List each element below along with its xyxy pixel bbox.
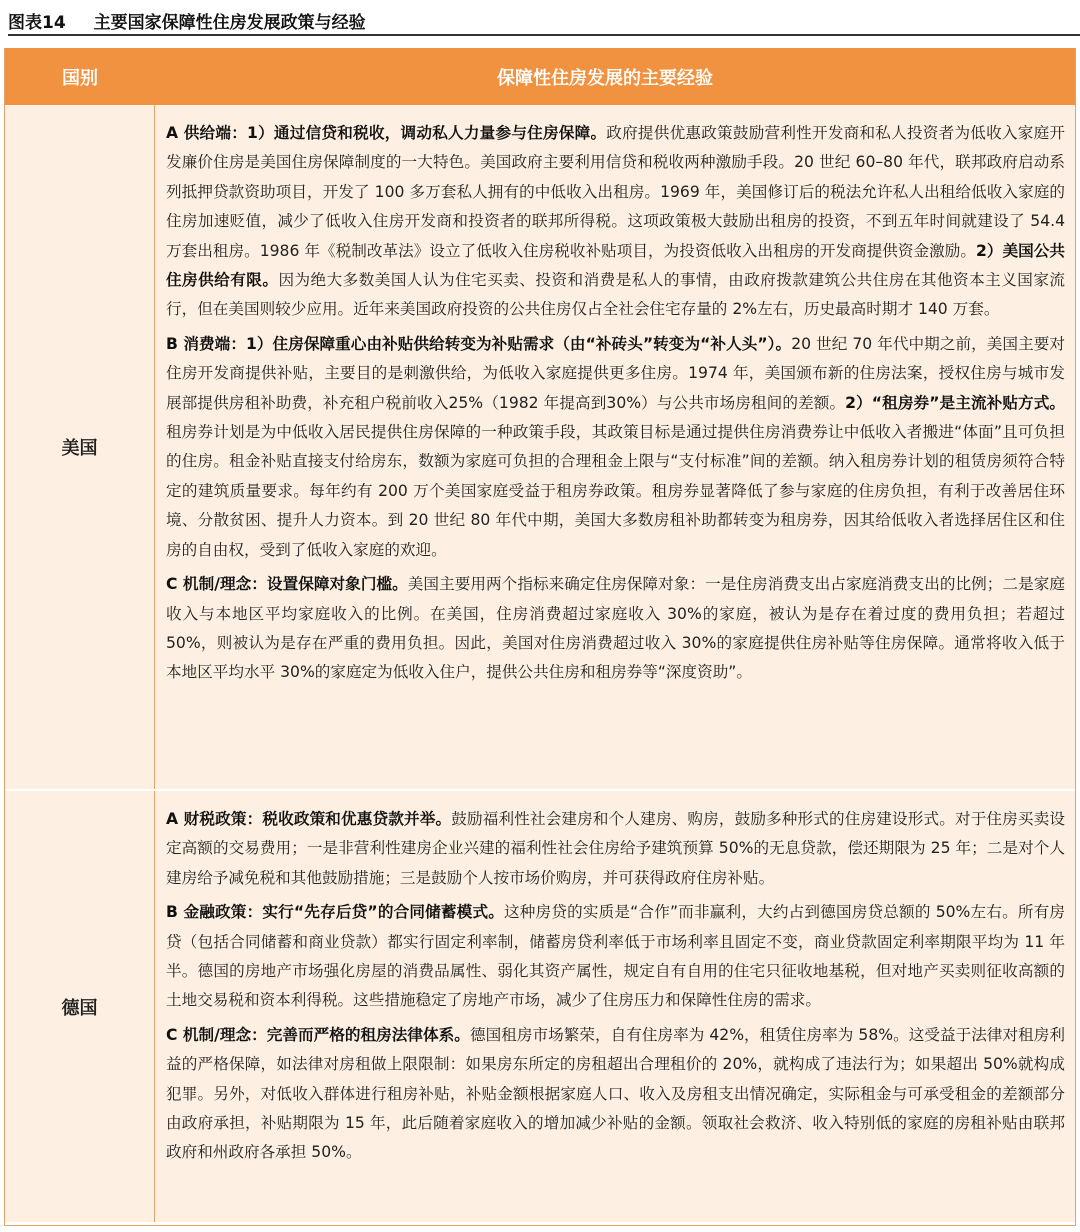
policy-table [4,48,1076,1226]
paragraph-lead: A 财税政策：税收政策和优惠贷款并举。 [166,810,452,828]
paragraph-body-2: 因为绝大多数美国人认为住宅买卖、投资和消费是私人的事情，由政府拨款建筑公共住房在其他资本主义国家流行，但在美国则较少应用。近年来美国政府投资的公共住房仅占全社会住宅存量的 2%左右，历史最高时期才 140 万套。 [166,271,1065,319]
header-country: 国别 [62,67,98,89]
experience-paragraph [166,570,1065,688]
experience-paragraph [166,805,1065,893]
paragraph-lead-2: 2）美国公共住房供给有限。 [166,241,1065,290]
paragraph-body: 这种房贷的实质是“合作”而非赢利，大约占到德国房贷总额的 50%左右。所有房贷（包括合同储蓄和商业贷款）都实行固定利率制，储蓄房贷利率低于市场利率且固定不变，商业贷款固定利率期限平均为 11 年半。德国的房地产市场强化房屋的消费品属性、弱化其资产属性，规定自有自用的住宅只征收地基税，但对地产买卖则征收高额的土地交易税和资本利得税。这些措施稳定了房地产市场，减少了住房压力和保障性住房的需求。 [166,903,1066,1010]
paragraph-body: 德国租房市场繁荣，自有住房率为 42%，租赁住房率为 58%。这受益于法律对租房利益的严格保障，如法律对房租做上限限制：如果房东所定的房租超出合理租价的 20%，就构成了违法行为；如果超出 50%就构成犯罪。另外，对低收入群体进行租房补贴，补贴金额根据家庭人口、收入及房租支出情况确定，实际租金与可承受租金的差额部分由政府承担，补贴期限为 15 年，此后随着家庭收入的增加减少补贴的金额。领取社会救济、收入特别低的家庭的房租补贴由联邦政府和州政府各承担 50%。 [166,1025,1065,1162]
paragraph-lead-2: 2）“租房券”是主流补贴方式。 [845,393,1065,412]
paragraph-body: 20 世纪 70 年代中期之前，美国主要对住房开发商提供补贴，主要目的是刺激供给，为低收入家庭提供更多住房。1974 年，美国颁布新的住房法案，授权住房与城市发展部提供房租补助费，补充租户税前收入25%（1982 年提高到30%）与公共市场房租间的差额。 [166,334,1065,412]
paragraph-body: 美国主要用两个指标来确定住房保障对象：一是住房消费支出占家庭消费支出的比例；二是家庭收入与本地区平均家庭收入的比例。在美国，住房消费超过家庭收入 30%的家庭，被认为是存在着过度的费用负担；若超过 50%，则被认为是存在严重的费用负担。因此，美国对住房消费超过收入 30%的家庭提供住房补贴等住房保障。通常将收入低于本地区平均水平 30%的家庭定为低收入住户，提供公共住房和租房券等“深度资助”。 [166,575,1065,682]
table-header [5,48,1075,105]
paragraph-body: 鼓励福利性社会建房和个人建房、购房，鼓励多种形式的住房建设形式。对于住房买卖设定高额的交易费用；一是非营利性建房企业兴建的福利性社会住房给予建筑预算 50%的无息贷款，偿还期限为 25 年；二是对个人建房给予减免税和其他鼓励措施；三是鼓励个人按市场价购房，并可获得政府住房补贴。 [166,810,1065,887]
country-cell: 德国 [5,791,155,1222]
country-cell: 美国 [5,105,155,789]
experience-paragraph [166,119,1065,325]
experience-paragraph [166,898,1065,1016]
paragraph-body-2: 租房券计划是为中低收入居民提供住房保障的一种政策手段，其政策目标是通过提供住房消费券让中低收入者搬进“体面”且可负担的住房。租金补贴直接支付给房东，数额为家庭可负担的合理租金上限与“支付标准”间的差额。纳入租房券计划的租赁房须符合特定的建筑质量要求。每年约有 200 万个美国家庭受益于租房券政策。租房券显著降低了参与家庭的住房负担，有利于改善居住环境、分散贫困、提升人力资本。到 20 世纪 80 年代中期，美国大多数房租补助都转变为租房券，因其给低收入者选择居住区和住房的自由权，受到了低收入家庭的欢迎。 [166,423,1065,559]
figure-caption: 主要国家保障性住房发展政策与经验 [93,12,366,33]
header-experience: 保障性住房发展的主要经验 [497,67,713,89]
table-row-germany [5,789,1075,1222]
figure-number: 图表14 [8,12,66,33]
paragraph-lead: C 机制/理念：完善而严格的租房法律体系。 [166,1025,470,1044]
paragraph-lead: C 机制/理念：设置保障对象门槛。 [166,575,408,594]
paragraph-body: 政府提供优惠政策鼓励营利性开发商和私人投资者为低收入家庭开发廉价住房是美国住房保障制度的一大特色。美国政府主要利用信贷和税收两种激励手段。20 世纪 60–80 年代，联邦政府启动系列抵押贷款资助项目，开发了 100 多万套私人拥有的中低收入出租房。1969 年，美国修订后的税法允许私人出租给低收入家庭的住房加速贬值，减少了低收入住房开发商和投资者的联邦所得税。这项政策极大鼓励出租房的投资，不到五年时间就建设了 54.4 万套出租房。1986 年《税制改革法》设立了低收入住房税收补贴项目，为投资低收入出租房的开发商提供资金激励。 [166,124,1065,260]
experience-paragraph [166,330,1065,565]
paragraph-lead: B 消费端：1）住房保障重心由补贴供给转变为补贴需求（由“补砖头”转变为“补人头”）。 [166,334,792,353]
figure-title [8,6,1080,36]
experience-cell [155,791,1075,1222]
experience-paragraph [166,1021,1065,1168]
paragraph-lead: A 供给端：1）通过信贷和税收，调动私人力量参与住房保障。 [166,124,607,142]
experience-cell [155,105,1075,789]
paragraph-lead: B 金融政策：实行“先存后贷”的合同储蓄模式。 [166,903,505,922]
table-row-usa [5,105,1075,789]
